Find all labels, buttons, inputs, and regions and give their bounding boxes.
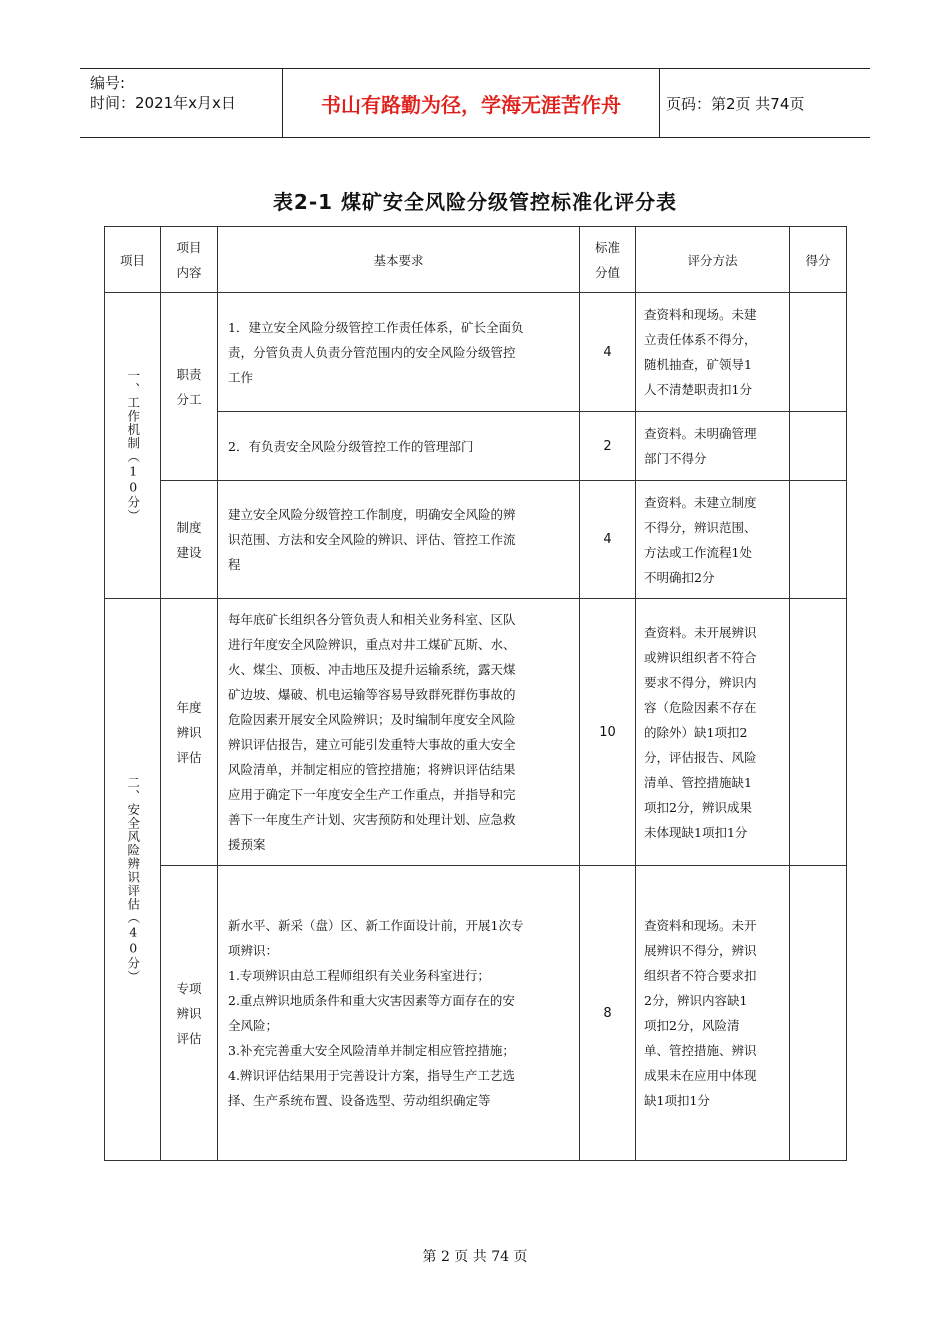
method-line: 查资料和现场。未开 (644, 918, 757, 933)
method-line: 项扣2分，辨识成果 (644, 799, 752, 815)
requirement-line: 每年底矿长组织各分管负责人和相关业务科室、区队 (228, 612, 516, 627)
method-line: 展辨识不得分，辨识 (644, 943, 757, 958)
method-line: 项扣2分，风险清 (644, 1018, 740, 1033)
page-info: 页码：第2页 共74页 (666, 94, 805, 113)
score-cell: 2 (580, 412, 636, 481)
points-cell (790, 412, 847, 481)
method-cell (636, 412, 790, 481)
requirement-line: 1.专项辨识由总工程师组织有关业务科室进行； (228, 968, 490, 983)
requirement-line: 新水平、新采（盘）区、新工作面设计前，开展1次专 (228, 918, 524, 933)
method-line: 容（危险因素不存在 (644, 699, 757, 715)
section-cell (105, 599, 161, 1161)
header-content-line-1: 项目 (176, 239, 202, 255)
content-line-2: 辨识 (176, 1005, 202, 1021)
number-label: 编号: (90, 74, 126, 92)
score-cell: 4 (580, 293, 636, 412)
requirement-cell (218, 293, 580, 412)
table-title: 表2-1 煤矿安全风险分级管控标准化评分表 (272, 190, 678, 214)
requirement-line: 危险因素开展安全风险辨识；及时编制年度安全风险 (228, 712, 516, 727)
header-requirement: 基本要求 (218, 227, 580, 293)
points-cell (790, 599, 847, 866)
section-name: 二、安全风险辨识评估（40分） (125, 775, 141, 984)
page-footer: 第 2 页 共 74 页 (422, 1249, 528, 1265)
header-content (161, 227, 218, 293)
header-score-line-1: 标准 (594, 239, 620, 255)
requirement-line: 工作 (228, 369, 254, 385)
method-cell (636, 293, 790, 412)
content-line-2: 辨识 (176, 724, 202, 740)
points-cell (790, 293, 847, 412)
header-method: 评分方法 (636, 227, 790, 293)
method-line: 组织者不符合要求扣 (644, 968, 757, 983)
document-header (80, 68, 870, 138)
content-cell (161, 481, 218, 599)
section-cell (105, 293, 161, 599)
motto: 书山有路勤为径，学海无涯苦作舟 (283, 69, 660, 137)
method-line: 不明确扣2分 (644, 569, 715, 585)
method-line: 或辨识组织者不符合 (644, 649, 757, 665)
points-cell (790, 481, 847, 599)
table-header-row (105, 227, 847, 293)
header-score-line-2: 分值 (594, 264, 620, 280)
header-meta-cell (80, 69, 283, 137)
requirement-line: 项辨识： (228, 943, 279, 958)
score-cell: 8 (580, 866, 636, 1161)
score-cell: 10 (580, 599, 636, 866)
method-line: 随机抽查，矿领导1 (644, 357, 752, 372)
requirement-cell (218, 412, 580, 481)
requirement-line: 应用于确定下一年度安全生产工作重点，并指导和完 (228, 787, 516, 802)
method-line: 单、管控措施、辨识 (644, 1043, 757, 1058)
requirement-line: 援预案 (228, 837, 266, 852)
method-line: 部门不得分 (644, 451, 707, 466)
method-line: 2分，辨识内容缺1 (644, 993, 748, 1008)
method-line: 不得分，辨识范围、 (644, 519, 757, 535)
requirement-line: 火、煤尘、顶板、冲击地压及提升运输系统，露天煤 (228, 662, 516, 677)
method-line: 查资料和现场。未建 (644, 307, 757, 322)
content-line-3: 评估 (176, 749, 202, 765)
section-name: 一、工作机制（10分） (125, 368, 141, 523)
method-line: 查资料。未开展辨识 (644, 624, 757, 640)
requirement-cell (218, 866, 580, 1161)
method-line: 的除外）缺1项扣2 (644, 724, 748, 740)
requirement-line: 2.重点辨识地质条件和重大灾害因素等方面存在的安 (228, 993, 515, 1008)
method-line: 缺1项扣1分 (644, 1093, 710, 1108)
header-item: 项目 (105, 227, 161, 293)
content-line-1: 职责 (176, 366, 202, 382)
content-cell (161, 599, 218, 866)
content-line-2: 分工 (176, 391, 202, 407)
method-cell (636, 481, 790, 599)
requirement-line: 3.补充完善重大安全风险清单并制定相应管控措施； (228, 1043, 515, 1058)
method-cell (636, 599, 790, 866)
method-line: 立责任体系不得分， (644, 332, 757, 347)
method-line: 方法或工作流程1处 (644, 544, 752, 560)
requirement-line: 识范围、方法和安全风险的辨识、评估、管控工作流 (228, 532, 516, 547)
header-content-line-2: 内容 (176, 264, 202, 280)
method-line: 清单、管控措施缺1 (644, 774, 752, 790)
requirement-line: 2．有负责安全风险分级管控工作的管理部门 (228, 438, 474, 454)
requirement-line: 辨识评估报告，建立可能引发重特大事故的重大安全 (228, 737, 516, 752)
method-line: 人不清楚职责扣1分 (644, 382, 752, 397)
content-line-1: 制度 (176, 519, 202, 535)
content-cell (161, 866, 218, 1161)
header-score (580, 227, 636, 293)
method-line: 成果未在应用中体现 (644, 1068, 757, 1083)
table-row (105, 866, 847, 1161)
method-line: 查资料。未建立制度 (644, 494, 757, 510)
header-points: 得分 (790, 227, 847, 293)
requirement-line: 程 (228, 557, 241, 572)
requirement-line: 风险清单，并制定相应的管控措施；将辨识评估结果 (228, 762, 516, 777)
content-line-1: 年度 (176, 699, 202, 715)
scoring-table (104, 226, 847, 1161)
method-line: 未体现缺1项扣1分 (644, 824, 748, 840)
points-cell (790, 866, 847, 1161)
content-cell (161, 293, 218, 481)
requirement-line: 进行年度安全风险辨识，重点对井工煤矿瓦斯、水、 (228, 637, 516, 652)
content-line-1: 专项 (176, 980, 202, 996)
score-cell: 4 (580, 481, 636, 599)
date-label: 时间：2021年x月x日 (90, 94, 236, 112)
method-line: 要求不得分，辨识内 (644, 674, 757, 690)
content-line-3: 评估 (176, 1030, 202, 1046)
requirement-line: 1．建立安全风险分级管控工作责任体系，矿长全面负 (228, 319, 524, 335)
requirement-line: 善下一年度生产计划、灾害预防和处理计划、应急救 (228, 812, 516, 827)
requirement-line: 矿边坡、爆破、机电运输等容易导致群死群伤事故的 (228, 687, 516, 702)
requirement-cell (218, 599, 580, 866)
table-row (105, 293, 847, 412)
content-line-2: 建设 (176, 544, 202, 560)
method-cell (636, 866, 790, 1161)
requirement-line: 全风险； (228, 1018, 279, 1033)
method-line: 查资料。未明确管理 (644, 426, 757, 441)
requirement-line: 4.辨识评估结果用于完善设计方案，指导生产工艺选 (228, 1068, 515, 1083)
table-row (105, 599, 847, 866)
requirement-line: 建立安全风险分级管控工作制度，明确安全风险的辨 (228, 507, 516, 522)
requirement-line: 择、生产系统布置、设备选型、劳动组织确定等 (228, 1093, 491, 1108)
requirement-cell (218, 481, 580, 599)
table-row (105, 481, 847, 599)
requirement-line: 责，分管负责人负责分管范围内的安全风险分级管控 (228, 344, 516, 360)
method-line: 分，评估报告、风险 (644, 749, 757, 765)
